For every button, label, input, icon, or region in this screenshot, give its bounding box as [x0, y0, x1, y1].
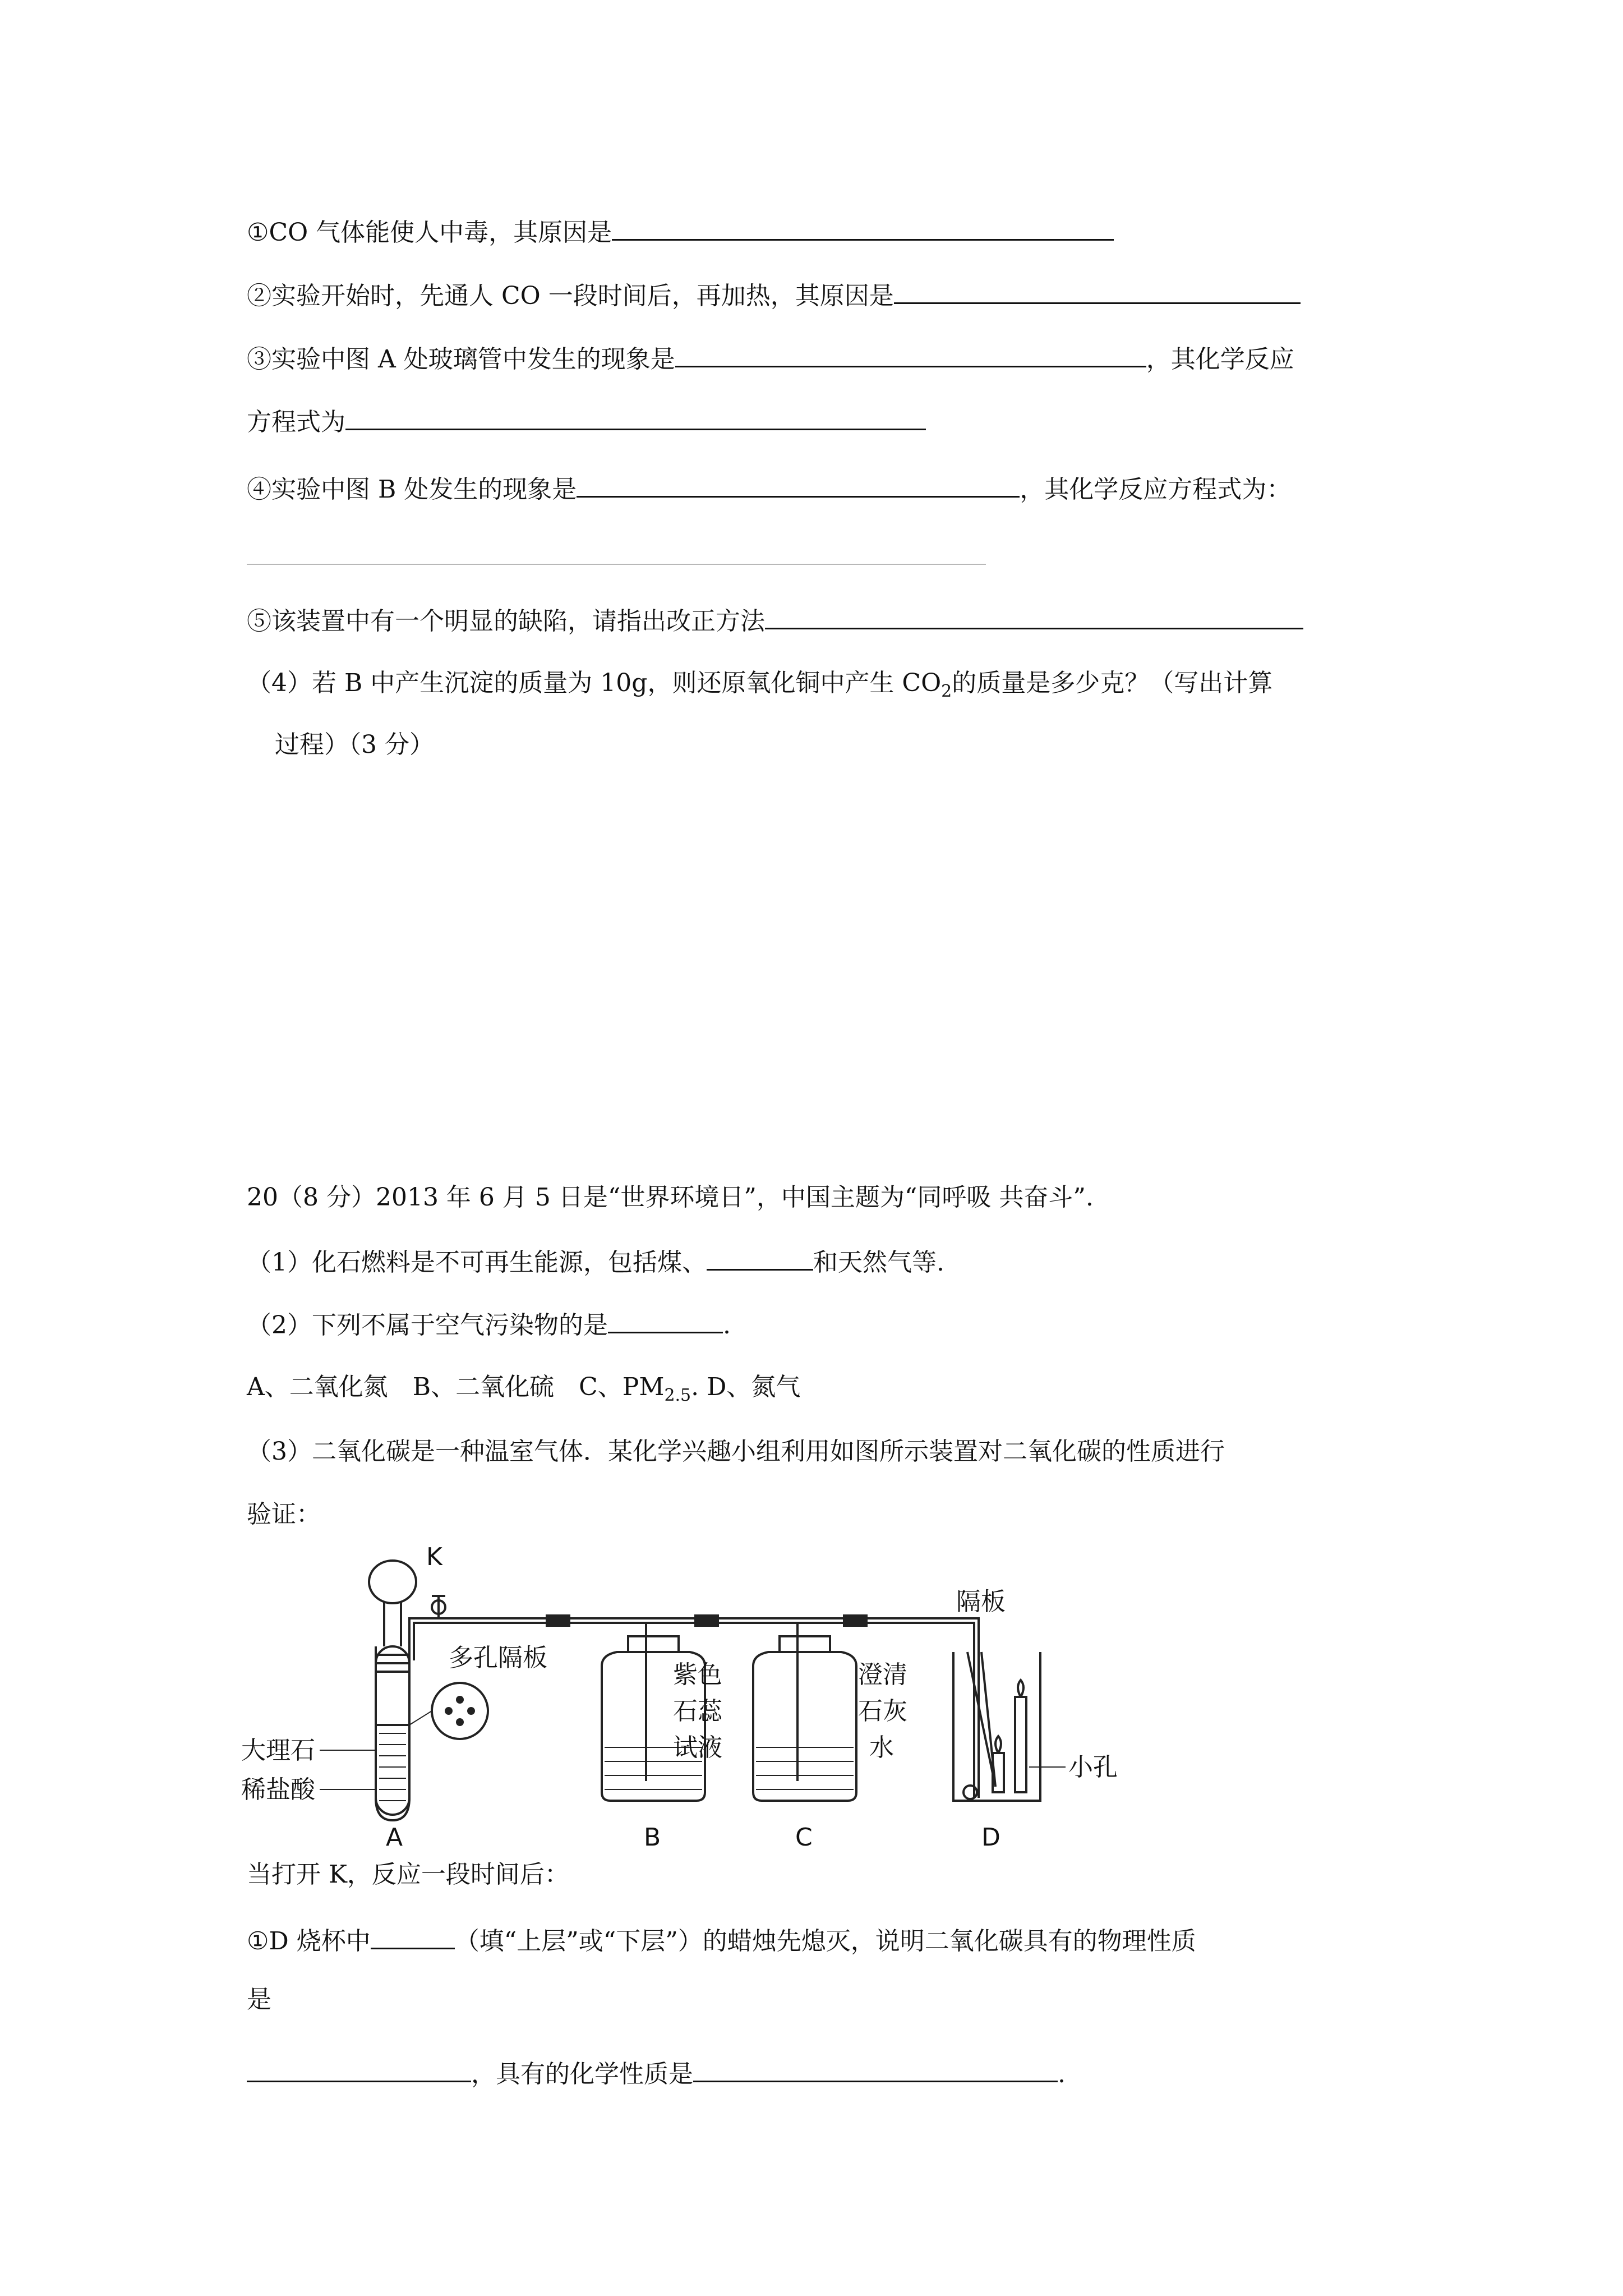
flame-upper — [1018, 1680, 1023, 1697]
question-text: （4）若 B 中产生沉淀的质量为 10g，则还原氧化铜中产生 CO — [247, 669, 942, 697]
bottle-c — [753, 1652, 856, 1801]
partition-board — [967, 1652, 995, 1787]
answer-blank[interactable] — [345, 404, 926, 430]
question-text: 过程）（3 分） — [275, 730, 434, 759]
question-20-options — [247, 1370, 800, 1404]
bottle-b-stopper — [628, 1636, 679, 1652]
question-line-4 — [247, 404, 926, 438]
question-text: 方程式为 — [247, 408, 345, 436]
question-line-2 — [247, 278, 1301, 311]
question-line-5 — [247, 471, 1291, 505]
apparatus-diagram — [241, 1540, 1138, 1854]
funnel-stem — [384, 1602, 401, 1646]
question-text: ⑤该装置中有一个明显的缺陷，请指出改正方法 — [247, 607, 765, 636]
bottle-c-stopper — [780, 1636, 830, 1652]
question-20-d-line-2 — [247, 1983, 271, 2017]
option-text: A、二氧化氮 B、二氧化硫 C、PM — [247, 1373, 665, 1401]
question-20-part2 — [247, 1307, 731, 1341]
question-text: ④实验中图 B 处发生的现象是 — [247, 475, 577, 504]
answer-blank[interactable] — [675, 341, 1146, 367]
option-text: . D、氮气 — [691, 1373, 801, 1401]
question-text: ，具有的化学性质是 — [471, 2060, 693, 2088]
subscript: 2 — [941, 681, 952, 701]
porous-plate-detail — [432, 1683, 488, 1739]
bottle-c-liquid — [756, 1747, 854, 1789]
answer-blank[interactable] — [371, 1923, 455, 1949]
question-text-tail: ，其化学反应方程式为： — [1020, 475, 1292, 504]
question-text: 和天然气等. — [813, 1248, 944, 1277]
subscript: 2.5 — [664, 1385, 691, 1405]
answer-blank[interactable] — [247, 2056, 471, 2082]
answer-blank[interactable] — [577, 471, 1020, 498]
question-20-part3-line-2 — [247, 1498, 321, 1531]
question-part4-line-1 — [247, 666, 1272, 700]
label-valve-k: K — [426, 1543, 442, 1571]
question-line-1 — [247, 214, 1114, 248]
stopper — [376, 1655, 409, 1672]
question-text: . — [1058, 2060, 1066, 2088]
answer-blank[interactable] — [608, 1307, 723, 1333]
question-text: 验证： — [247, 1500, 321, 1529]
label-porous-plate: 多孔隔板 — [449, 1644, 547, 1672]
label-litmus-2: 石蕊 — [673, 1697, 722, 1726]
answer-blank[interactable] — [707, 1244, 813, 1271]
label-limewater-1: 澄清 — [858, 1660, 907, 1689]
candle-upper — [1015, 1697, 1026, 1792]
question-text: （填“上层”或“下层”）的蜡烛先熄灭，说明二氧化碳具有的物理性质 — [454, 1927, 1196, 1955]
label-d: D — [981, 1823, 1000, 1852]
question-20-part3-line-1 — [247, 1435, 1225, 1469]
label-litmus-3: 试液 — [673, 1733, 722, 1762]
question-line-6 — [247, 603, 1303, 637]
answer-rule[interactable] — [247, 564, 986, 565]
question-part4-line-2 — [275, 728, 434, 762]
label-partition: 隔板 — [956, 1588, 1006, 1616]
question-20-after-k — [247, 1858, 569, 1892]
question-text: 当打开 K，反应一段时间后： — [247, 1860, 569, 1889]
answer-blank[interactable] — [612, 214, 1114, 241]
answer-blank[interactable] — [693, 2056, 1058, 2082]
question-text: . — [723, 1311, 731, 1340]
question-text: ①D 烧杯中 — [247, 1927, 371, 1955]
label-a: A — [386, 1823, 403, 1852]
flame-lower — [995, 1736, 1001, 1753]
question-text: （3）二氧化碳是一种温室气体．某化学兴趣小组利用如图所示装置对二氧化碳的性质进行 — [247, 1437, 1225, 1466]
label-limewater-3: 水 — [869, 1733, 894, 1762]
tube-joints — [547, 1616, 866, 1626]
marble-liquid — [379, 1733, 406, 1801]
question-text: 20（8 分）2013 年 6 月 5 日是“世界环境日”，中国主题为“同呼吸 共奋斗”. — [247, 1183, 1094, 1212]
question-text: ③实验中图 A 处玻璃管中发生的现象是 — [247, 345, 675, 374]
question-text: ①CO 气体能使人中毒，其原因是 — [247, 218, 612, 247]
question-text-tail: ，其化学反应 — [1146, 345, 1294, 374]
question-20-d-line-1 — [247, 1923, 1196, 1957]
question-line-3 — [247, 341, 1294, 375]
question-text: 的质量是多少克？（写出计算 — [952, 669, 1273, 697]
question-text: （1）化石燃料是不可再生能源，包括煤、 — [247, 1248, 707, 1277]
answer-blank[interactable] — [765, 603, 1303, 629]
label-b: B — [644, 1823, 661, 1852]
question-text: ②实验开始时，先通人 CO 一段时间后，再加热，其原因是 — [247, 282, 894, 310]
question-20-part1 — [247, 1244, 944, 1278]
funnel-bulb — [369, 1561, 416, 1603]
question-20-header — [247, 1181, 1094, 1214]
label-hydrochloric-acid: 稀盐酸 — [241, 1775, 315, 1804]
question-20-d-line-3 — [247, 2056, 1066, 2090]
label-marble: 大理石 — [241, 1736, 315, 1765]
label-c: C — [795, 1823, 813, 1852]
question-text: 是 — [247, 1985, 271, 2014]
answer-blank[interactable] — [894, 278, 1301, 304]
label-litmus-1: 紫色 — [673, 1660, 722, 1689]
label-hole: 小孔 — [1068, 1753, 1118, 1782]
question-text: （2）下列不属于空气污染物的是 — [247, 1311, 608, 1340]
label-limewater-2: 石灰 — [858, 1697, 907, 1726]
